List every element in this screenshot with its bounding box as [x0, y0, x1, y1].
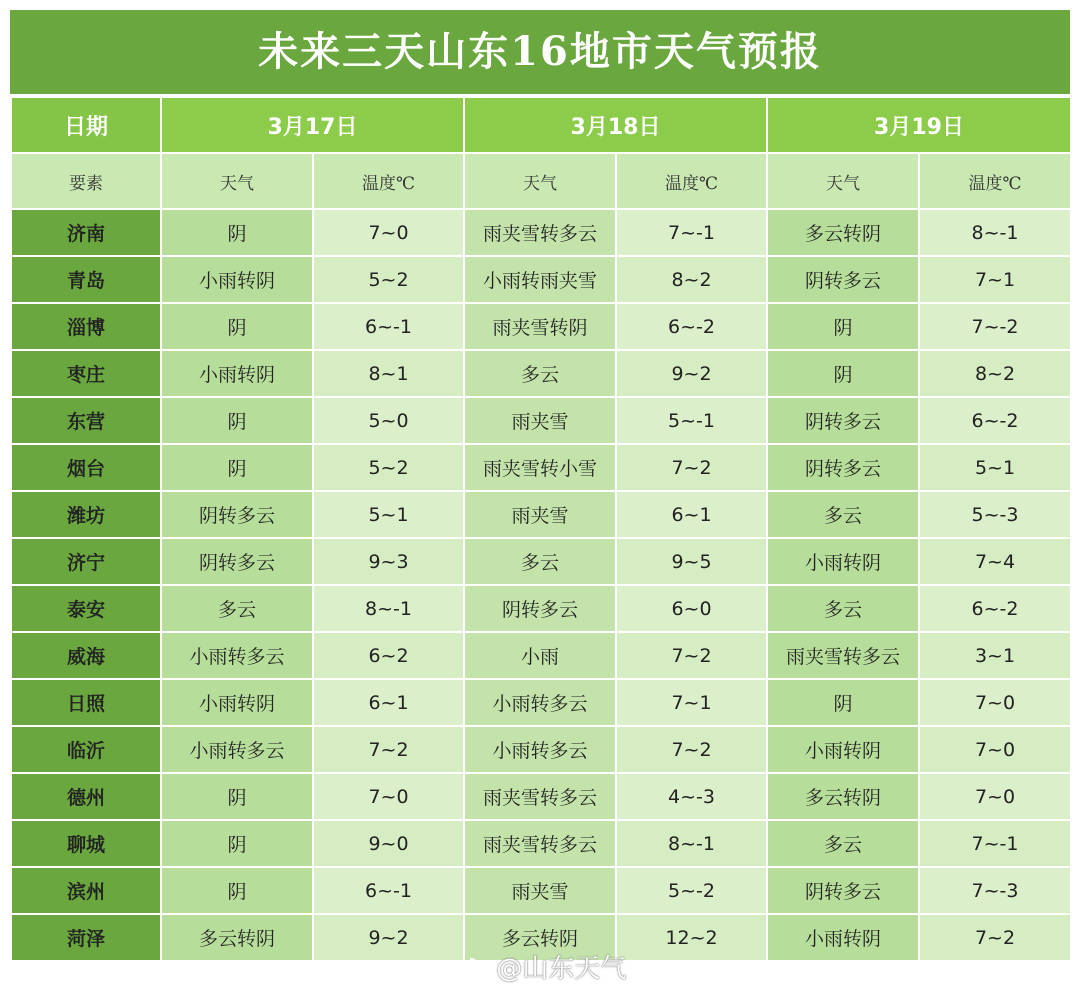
temperature-cell: 7~2 [313, 726, 464, 773]
weather-cell: 多云 [464, 538, 616, 585]
temperature-cell: 7~-3 [919, 867, 1071, 914]
weather-cell: 雨夹雪 [464, 491, 616, 538]
temperature-cell: 6~0 [616, 585, 767, 632]
city-cell: 青岛 [11, 256, 161, 303]
temperature-cell: 8~-1 [616, 820, 767, 867]
temperature-cell: 7~2 [616, 726, 767, 773]
city-cell: 济南 [11, 209, 161, 256]
temperature-cell: 7~0 [919, 773, 1071, 820]
city-cell: 济宁 [11, 538, 161, 585]
temp-column-header: 温度℃ [313, 153, 464, 209]
city-cell: 临沂 [11, 726, 161, 773]
date-header-row [11, 97, 1071, 153]
table-row [11, 491, 1071, 538]
temperature-cell: 7~0 [313, 209, 464, 256]
temperature-cell: 6~-2 [919, 585, 1071, 632]
table-row [11, 632, 1071, 679]
weather-cell: 小雨转多云 [464, 726, 616, 773]
city-cell: 泰安 [11, 585, 161, 632]
city-cell: 聊城 [11, 820, 161, 867]
weather-cell: 雨夹雪转多云 [464, 773, 616, 820]
temperature-cell: 5~-1 [616, 397, 767, 444]
temperature-cell: 9~2 [313, 914, 464, 961]
temperature-cell: 6~1 [616, 491, 767, 538]
table-row [11, 867, 1071, 914]
table-row [11, 726, 1071, 773]
temperature-cell: 3~1 [919, 632, 1071, 679]
forecast-sheet [10, 10, 1070, 962]
temperature-cell: 7~2 [616, 632, 767, 679]
table-row [11, 350, 1071, 397]
city-cell: 威海 [11, 632, 161, 679]
weather-cell: 阴转多云 [767, 397, 919, 444]
weather-cell: 多云 [767, 820, 919, 867]
weather-cell: 雨夹雪 [464, 867, 616, 914]
weather-cell: 阴 [767, 350, 919, 397]
temperature-cell: 7~0 [919, 726, 1071, 773]
city-cell: 菏泽 [11, 914, 161, 961]
weather-cell: 多云转阴 [161, 914, 313, 961]
weather-cell: 小雨转雨夹雪 [464, 256, 616, 303]
city-cell: 东营 [11, 397, 161, 444]
temperature-cell: 7~1 [616, 679, 767, 726]
weather-cell: 阴 [161, 867, 313, 914]
weather-cell: 小雨转阴 [767, 914, 919, 961]
weather-cell: 多云 [767, 585, 919, 632]
date-header: 3月17日 [161, 97, 464, 153]
weather-cell: 多云 [767, 491, 919, 538]
temperature-cell: 5~-2 [616, 867, 767, 914]
temperature-cell: 5~2 [313, 256, 464, 303]
temperature-cell: 8~-1 [919, 209, 1071, 256]
weather-cell: 多云转阴 [767, 209, 919, 256]
weather-cell: 阴转多云 [161, 538, 313, 585]
weather-cell: 小雨转多云 [161, 632, 313, 679]
date-header: 3月19日 [767, 97, 1071, 153]
weather-cell: 阴 [767, 679, 919, 726]
weather-cell: 阴转多云 [767, 444, 919, 491]
temperature-cell: 7~2 [616, 444, 767, 491]
table-row [11, 303, 1071, 350]
weather-cell: 雨夹雪转多云 [767, 632, 919, 679]
weather-cell: 小雨转阴 [161, 256, 313, 303]
page-title: 未来三天山东16地市天气预报 [10, 10, 1070, 96]
temperature-cell: 6~-2 [919, 397, 1071, 444]
weather-column-header: 天气 [464, 153, 616, 209]
temp-column-header: 温度℃ [616, 153, 767, 209]
city-cell: 德州 [11, 773, 161, 820]
weibo-icon [448, 955, 482, 981]
temperature-cell: 7~2 [919, 914, 1071, 961]
temperature-cell: 8~2 [616, 256, 767, 303]
weather-cell: 多云转阴 [767, 773, 919, 820]
weather-cell: 阴转多云 [767, 867, 919, 914]
weather-cell: 阴转多云 [161, 491, 313, 538]
weather-column-header: 天气 [767, 153, 919, 209]
table-row [11, 209, 1071, 256]
forecast-table [10, 96, 1072, 962]
date-header: 3月18日 [464, 97, 767, 153]
table-row [11, 397, 1071, 444]
temperature-cell: 7~-2 [919, 303, 1071, 350]
city-cell: 滨州 [11, 867, 161, 914]
temperature-cell: 6~-1 [313, 867, 464, 914]
city-cell: 枣庄 [11, 350, 161, 397]
weather-cell: 阴 [767, 303, 919, 350]
element-header-row [11, 153, 1071, 209]
weather-cell: 雨夹雪转阴 [464, 303, 616, 350]
temperature-cell: 4~-3 [616, 773, 767, 820]
table-row [11, 444, 1071, 491]
temperature-cell: 9~0 [313, 820, 464, 867]
temperature-cell: 8~1 [313, 350, 464, 397]
city-cell: 淄博 [11, 303, 161, 350]
weather-cell: 阴 [161, 444, 313, 491]
weather-cell: 阴 [161, 820, 313, 867]
weather-cell: 小雨转阴 [767, 538, 919, 585]
table-row [11, 679, 1071, 726]
weather-cell: 小雨转阴 [767, 726, 919, 773]
temperature-cell: 5~-3 [919, 491, 1071, 538]
temperature-cell: 9~5 [616, 538, 767, 585]
temperature-cell: 7~-1 [616, 209, 767, 256]
temperature-cell: 5~0 [313, 397, 464, 444]
weather-column-header: 天气 [161, 153, 313, 209]
temperature-cell: 6~2 [313, 632, 464, 679]
temperature-cell: 8~2 [919, 350, 1071, 397]
weather-cell: 多云 [464, 350, 616, 397]
weather-cell: 小雨转多云 [464, 679, 616, 726]
table-row [11, 820, 1071, 867]
temperature-cell: 6~-1 [313, 303, 464, 350]
weather-cell: 小雨转阴 [161, 679, 313, 726]
weather-cell: 阴转多云 [464, 585, 616, 632]
temp-column-header: 温度℃ [919, 153, 1071, 209]
weather-cell: 阴转多云 [767, 256, 919, 303]
temperature-cell: 7~1 [919, 256, 1071, 303]
city-cell: 潍坊 [11, 491, 161, 538]
temperature-cell: 7~-1 [919, 820, 1071, 867]
element-label: 要素 [11, 153, 161, 209]
weather-cell: 阴 [161, 397, 313, 444]
weather-cell: 雨夹雪转多云 [464, 820, 616, 867]
weather-cell: 阴 [161, 773, 313, 820]
weather-cell: 小雨 [464, 632, 616, 679]
temperature-cell: 9~3 [313, 538, 464, 585]
temperature-cell: 7~0 [919, 679, 1071, 726]
weather-cell: 小雨转多云 [161, 726, 313, 773]
table-row [11, 585, 1071, 632]
table-row [11, 773, 1071, 820]
city-cell: 日照 [11, 679, 161, 726]
temperature-cell: 6~-2 [616, 303, 767, 350]
city-cell: 烟台 [11, 444, 161, 491]
watermark [448, 948, 626, 985]
weather-cell: 阴 [161, 303, 313, 350]
temperature-cell: 5~1 [313, 491, 464, 538]
temperature-cell: 8~-1 [313, 585, 464, 632]
temperature-cell: 5~1 [919, 444, 1071, 491]
weather-cell: 雨夹雪转小雪 [464, 444, 616, 491]
weather-cell: 多云转阴 [464, 914, 616, 961]
weather-cell: 雨夹雪 [464, 397, 616, 444]
weather-cell: 雨夹雪转多云 [464, 209, 616, 256]
date-label: 日期 [11, 97, 161, 153]
temperature-cell: 9~2 [616, 350, 767, 397]
temperature-cell: 12~2 [616, 914, 767, 961]
weather-cell: 阴 [161, 209, 313, 256]
temperature-cell: 6~1 [313, 679, 464, 726]
table-row [11, 538, 1071, 585]
temperature-cell: 7~4 [919, 538, 1071, 585]
temperature-cell: 7~0 [313, 773, 464, 820]
watermark-text: @山东天气 [496, 954, 627, 984]
temperature-cell: 5~2 [313, 444, 464, 491]
weather-cell: 多云 [161, 585, 313, 632]
weather-cell: 小雨转阴 [161, 350, 313, 397]
table-row [11, 256, 1071, 303]
